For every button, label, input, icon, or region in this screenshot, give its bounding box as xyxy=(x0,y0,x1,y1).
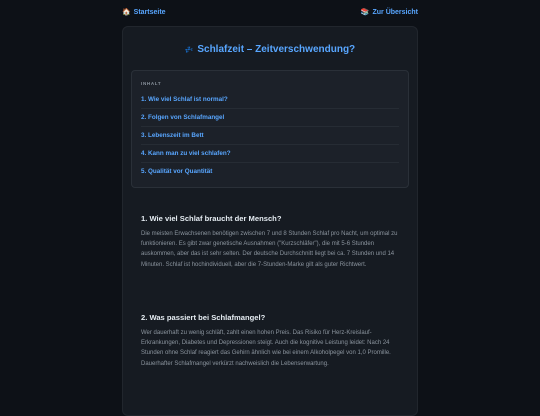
section-heading: 1. Wie viel Schlaf braucht der Mensch? xyxy=(141,214,282,223)
house-icon: 🏠 xyxy=(122,9,131,16)
toc-item-too-much-sleep[interactable]: 4. Kann man zu viel schlafen? xyxy=(141,145,399,163)
toc-item-sleep-deprivation[interactable]: 2. Folgen von Schlafmangel xyxy=(141,109,399,127)
overview-link[interactable] xyxy=(361,8,418,16)
toc-heading: INHALT xyxy=(141,81,162,86)
home-link-label: Startseite xyxy=(133,9,166,16)
home-link[interactable] xyxy=(122,8,166,16)
top-navigation xyxy=(122,8,418,20)
article-card xyxy=(122,26,418,416)
table-of-contents xyxy=(131,70,409,188)
toc-item-quality[interactable]: 5. Qualität vor Quantität xyxy=(141,168,213,175)
section-text: Wer dauerhaft zu wenig schläft, zahlt einen hohen Preis. Das Risiko für Herz-Kreislauf-Erkrankungen, Diabetes und Depressionen steigt. Auch die kognitive Leistung leidet: Nach 24 Stunden ohne Schlaf reagiert das Gehirn ähnlich wie bei einem Alkoholpegel von 1,0 Promille. Dauerhafter Schlafmangel verkürzt nachweislich die Lebenserwartung. xyxy=(141,330,391,367)
overview-link-label: Zur Übersicht xyxy=(372,9,418,16)
section-text: Die meisten Erwachsenen benötigen zwischen 7 und 8 Stunden Schlaf pro Nacht, um optimal zu funktionieren. Es gibt zwar genetische Ausnahmen ("Kurzschläfer"), die mit 5-6 Stunden auskommen, aber das ist sehr selten. Der deutsche Durchschnitt liegt bei ca. 7 Stunden und 14 Minuten. Schlaf ist hochindividuell, aber die 7-Stunden-Marke gilt als guter Richtwert. xyxy=(141,231,398,268)
section-sleep-need xyxy=(141,214,401,270)
toc-item-lifetime-in-bed[interactable]: 3. Lebenszeit im Bett xyxy=(141,127,399,145)
page-title-text: Schlafzeit – Zeitverschwendung? xyxy=(197,44,356,55)
books-icon: 📚 xyxy=(360,9,370,16)
section-sleep-deprivation xyxy=(141,313,401,369)
toc-item-normal-sleep[interactable]: 1. Wie viel Schlaf ist normal? xyxy=(141,91,399,109)
section-heading: 2. Was passiert bei Schlafmangel? xyxy=(141,313,266,322)
page-title xyxy=(123,44,417,55)
sleep-icon: 💤 xyxy=(184,47,194,54)
